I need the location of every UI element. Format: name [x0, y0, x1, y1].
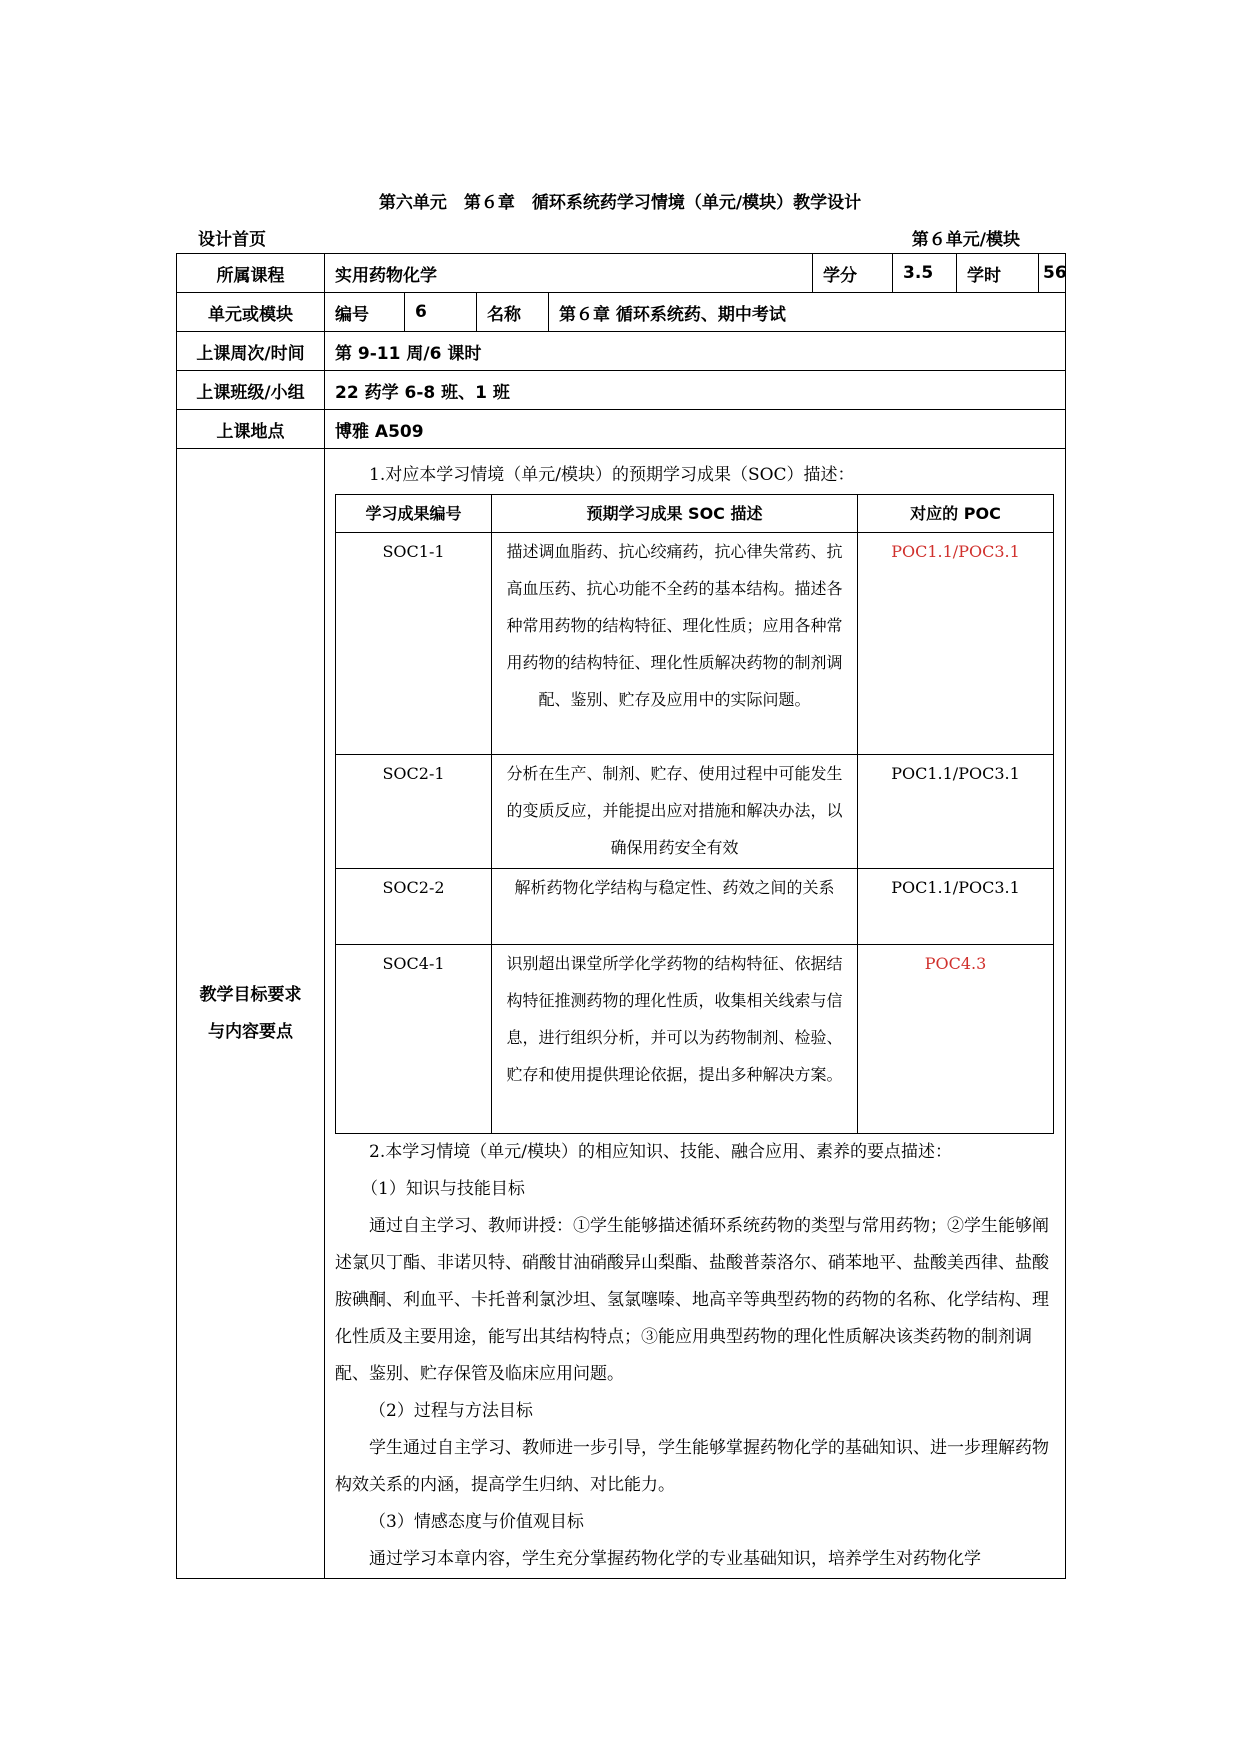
- soc-poc: POC1.1/POC3.1: [858, 869, 1054, 945]
- objectives-label: [177, 449, 325, 1579]
- soc-desc: 解析药物化学结构与稳定性、药效之间的关系: [492, 869, 858, 945]
- knowledge-text: 通过自主学习、教师讲授：①学生能够描述循环系统药物的类型与常用药物；②学生能够阐述氯贝丁酯、非诺贝特、硝酸甘油硝酸异山梨酯、盐酸普萘洛尔、硝苯地平、盐酸美西律、盐酸胺碘酮、利血平、卡托普利氯沙坦、氢氯噻嗪、地高辛等典型药物的药物的名称、化学结构、理化性质及主要用途，能写出其结构特点；③能应用典型药物的理化性质解决该类药物的制剂调配、鉴别、贮存保管及临床应用问题。: [335, 1216, 1049, 1384]
- class-value: 22 药学 6-8 班、1 班: [325, 371, 1066, 410]
- location-value: 博雅 A509: [325, 410, 1066, 449]
- unit-name-label: 名称: [477, 293, 549, 332]
- credit-value: 3.5: [893, 254, 957, 293]
- soc-id: SOC2-1: [336, 755, 492, 869]
- soc-row: [336, 755, 1054, 869]
- soc-header-id: 学习成果编号: [336, 495, 492, 533]
- unit-label: 单元或模块: [177, 293, 325, 332]
- header-left-label: 设计首页: [198, 230, 266, 250]
- soc-row: [336, 533, 1054, 755]
- process-title: （2）过程与方法目标: [369, 1401, 533, 1421]
- class-row: [177, 371, 1066, 410]
- location-row: [177, 410, 1066, 449]
- hours-value: 56: [1039, 254, 1066, 293]
- credit-label: 学分: [813, 254, 893, 293]
- hours-label: 学时: [957, 254, 1039, 293]
- soc-row: [336, 869, 1054, 945]
- objectives-label-line1: 教学目标要求: [199, 984, 302, 1005]
- soc-header-poc: 对应的 POC: [858, 495, 1054, 533]
- course-value: 实用药物化学: [325, 254, 813, 293]
- design-table: [176, 253, 1066, 1579]
- schedule-label: 上课周次/时间: [177, 332, 325, 371]
- soc-table: [335, 494, 1054, 1134]
- objectives-label-line2: 与内容要点: [208, 1021, 293, 1042]
- soc-desc: 分析在生产、制剂、贮存、使用过程中可能发生的变质反应，并能提出应对措施和解决办法，以确保用药安全有效: [492, 755, 858, 869]
- knowledge-title: （1）知识与技能目标: [361, 1179, 525, 1199]
- soc-poc: POC4.3: [858, 945, 1054, 1134]
- soc-header-row: [336, 495, 1054, 533]
- soc-desc: 描述调血脂药、抗心绞痛药，抗心律失常药、抗高血压药、抗心功能不全药的基本结构。描述各种常用药物的结构特征、理化性质；应用各种常用药物的结构特征、理化性质解决药物的制剂调配、鉴别、贮存及应用中的实际问题。: [492, 533, 858, 755]
- soc-header-desc: 预期学习成果 SOC 描述: [492, 495, 858, 533]
- soc-row: [336, 945, 1054, 1134]
- header-right-label: 第６单元/模块: [911, 230, 1020, 250]
- course-label: 所属课程: [177, 254, 325, 293]
- unit-row: [177, 293, 1066, 332]
- unit-number-label: 编号: [325, 293, 405, 332]
- soc-poc: POC1.1/POC3.1: [858, 755, 1054, 869]
- soc-id: SOC2-2: [336, 869, 492, 945]
- objectives-row: [177, 449, 1066, 1579]
- process-text: 学生通过自主学习、教师进一步引导，学生能够掌握药物化学的基础知识、进一步理解药物构效关系的内涵，提高学生归纳、对比能力。: [335, 1438, 1049, 1495]
- document-title: 第六单元 第６章 循环系统药学习情境（单元/模块）教学设计: [378, 193, 862, 213]
- schedule-value: 第 9-11 周/6 课时: [325, 332, 1066, 371]
- soc-intro: 1.对应本学习情境（单元/模块）的预期学习成果（SOC）描述：: [369, 465, 855, 485]
- objectives-content: [325, 449, 1066, 1579]
- location-label: 上课地点: [177, 410, 325, 449]
- schedule-row: [177, 332, 1066, 371]
- soc-desc: 识别超出课堂所学化学药物的结构特征、依据结构特征推测药物的理化性质，收集相关线索与信息，进行组织分析，并可以为药物制剂、检验、贮存和使用提供理论依据，提出多种解决方案。: [492, 945, 858, 1134]
- soc-id: SOC4-1: [336, 945, 492, 1134]
- unit-number-value: 6: [405, 293, 477, 332]
- unit-name-value: 第６章 循环系统药、期中考试: [549, 293, 1066, 332]
- points-intro: 2.本学习情境（单元/模块）的相应知识、技能、融合应用、素养的要点描述：: [369, 1142, 952, 1162]
- soc-poc: POC1.1/POC3.1: [858, 533, 1054, 755]
- course-row: [177, 254, 1066, 293]
- attitude-title: （3）情感态度与价值观目标: [369, 1512, 584, 1532]
- attitude-text: 通过学习本章内容，学生充分掌握药物化学的专业基础知识，培养学生对药物化学: [369, 1549, 981, 1569]
- soc-id: SOC1-1: [336, 533, 492, 755]
- class-label: 上课班级/小组: [177, 371, 325, 410]
